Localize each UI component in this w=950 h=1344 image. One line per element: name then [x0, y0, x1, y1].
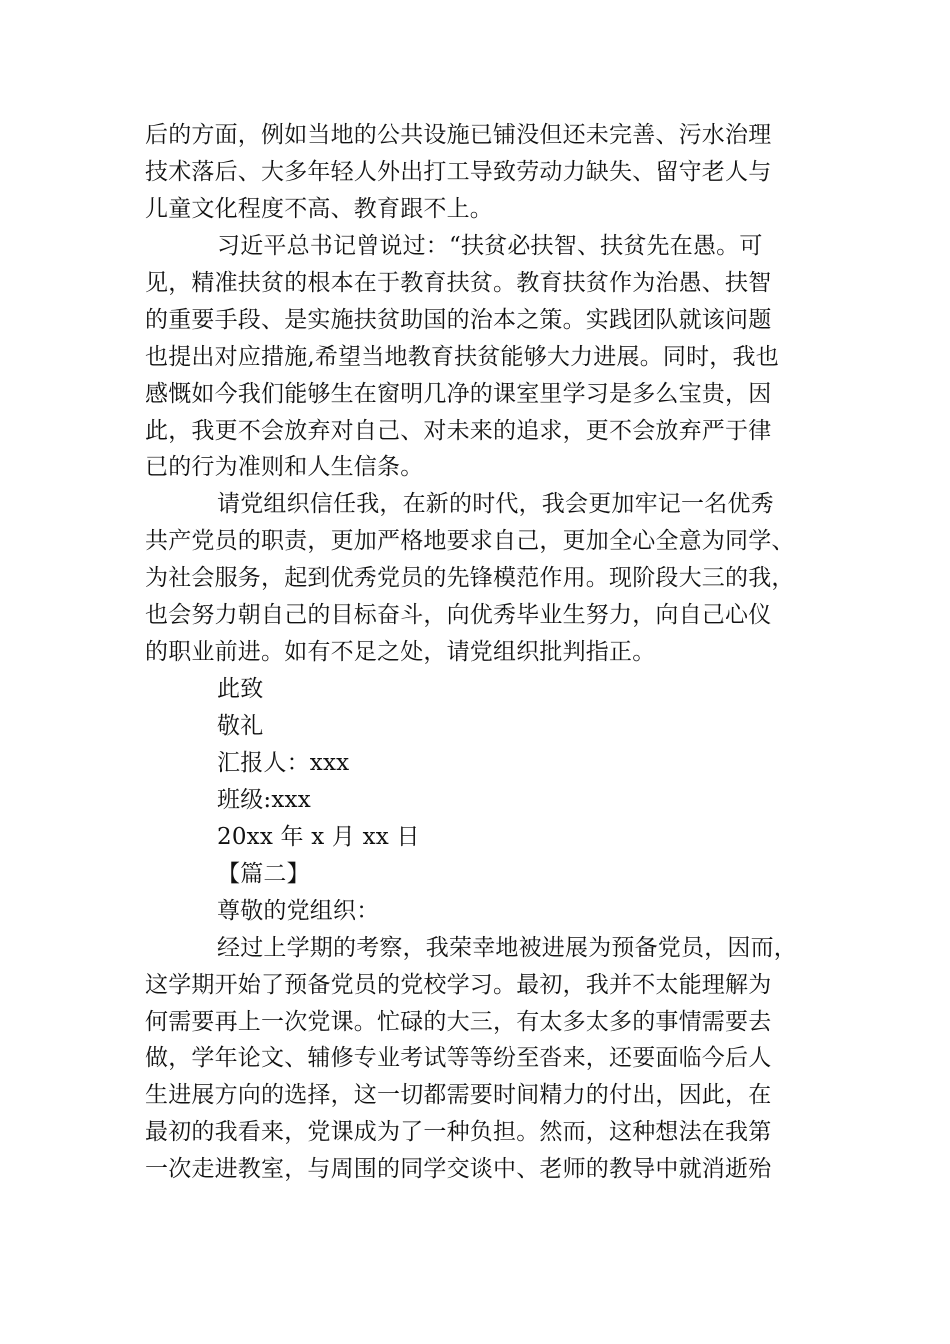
text-line: 经过上学期的考察，我荣幸地被进展为预备党员，因而， [217, 934, 797, 961]
text-line: 此，我更不会放弃对自己、对未来的追求，更不会放弃严于律 [145, 417, 772, 444]
text-line: 此致 [217, 676, 264, 703]
text-line: 的重要手段、是实施扶贫助国的治本之策。实践团队就该问题 [145, 306, 772, 333]
text-line: 最初的我看来，党课成为了一种负担。然而，这种想法在我第 [145, 1119, 772, 1146]
text-line: 也提出对应措施,希望当地教育扶贫能够大力进展。同时，我也 [145, 343, 779, 370]
text-line: 汇报人：xxx [217, 749, 350, 776]
text-line: 共产党员的职责，更加严格地要求自己，更加全心全意为同学、 [145, 528, 795, 555]
text-line: 儿童文化程度不高、教育跟不上。 [145, 195, 493, 222]
text-line: 习近平总书记曾说过：“扶贫必扶智、扶贫先在愚。可 [217, 232, 763, 259]
text-line: 的职业前进。如有不足之处，请党组织批判指正。 [145, 639, 656, 666]
text-line: 一次走进教室，与周围的同学交谈中、老师的教导中就消逝殆 [145, 1156, 772, 1183]
text-line: 这学期开始了预备党员的党校学习。最初，我并不太能理解为 [145, 971, 772, 998]
text-line: 尊敬的党组织： [217, 897, 380, 924]
text-line: 后的方面，例如当地的公共设施已铺没但还未完善、污水治理 [145, 122, 772, 148]
text-line: 为社会服务，起到优秀党员的先锋模范作用。现阶段大三的我， [145, 565, 795, 592]
text-line: 也会努力朝自己的目标奋斗，向优秀毕业生努力，向自己心仪 [145, 602, 772, 629]
text-line: 已的行为准则和人生信条。 [145, 454, 424, 481]
text-line: 感慨如今我们能够生在窗明几净的课室里学习是多么宝贵，因 [145, 380, 772, 407]
text-line: 见，精准扶贫的根本在于教育扶贫。教育扶贫作为治愚、扶智 [145, 269, 772, 296]
text-line: 请党组织信任我，在新的时代，我会更加牢记一名优秀 [217, 491, 774, 518]
text-line: 班级:xxx [217, 786, 311, 813]
text-line: 20xx 年 x 月 xx 日 [217, 823, 420, 850]
document-body [145, 117, 805, 1188]
text-line: 技术落后、大多年轻人外出打工导致劳动力缺失、留守老人与 [145, 158, 772, 185]
text-line: 生进展方向的选择，这一切都需要时间精力的付出，因此，在 [145, 1082, 772, 1109]
text-line: 敬礼 [217, 713, 264, 739]
text-line: 何需要再上一次党课。忙碌的大三，有太多太多的事情需要去 [145, 1008, 772, 1035]
text-line: 【篇二】 [217, 860, 310, 887]
text-line: 做，学年论文、辅修专业考试等等纷至沓来，还要面临今后人 [145, 1045, 772, 1072]
